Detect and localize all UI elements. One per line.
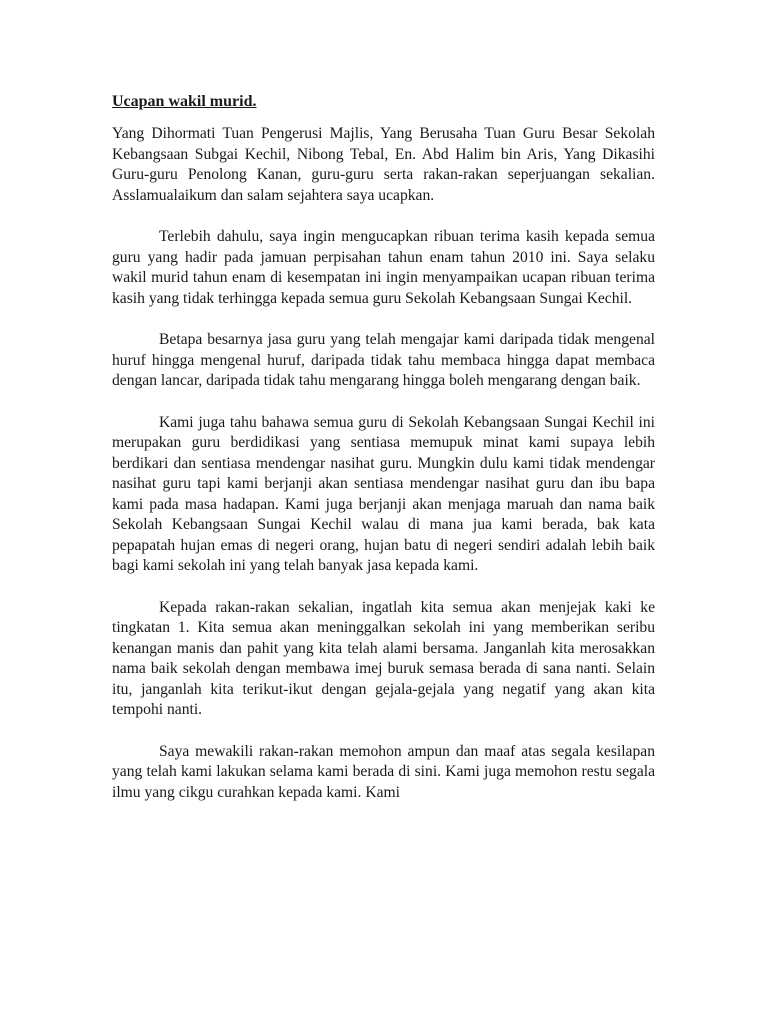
friends-advice-paragraph: Kepada rakan-rakan sekalian, ingatlah kita semua akan menjejak kaki ke tingkatan 1. Kita semua akan meninggalkan sekolah ini yang memberikan seribu kenangan manis dan pahit yang kita telah alami bersama. Janganlah kita merosakkan nama baik sekolah dengan membawa imej buruk semasa berada di sana nanti. Selain itu, janganlah kita terikut-ikut dengan gejala-gejala yang negatif yang akan kita tempohi nanti.	[112, 598, 655, 718]
document-page	[112, 92, 655, 824]
greeting-paragraph: Yang Dihormati Tuan Pengerusi Majlis, Yang Berusaha Tuan Guru Besar Sekolah Kebangsaan Subgai Kechil, Nibong Tebal, En. Abd Halim bin Aris, Yang Dikasihi Guru-guru Penolong Kanan, guru-guru serta rakan-rakan seperjuangan sekalian. Asslamualaikum dan salam sejahtera saya ucapkan.	[112, 125, 655, 204]
promise-paragraph: Kami juga tahu bahawa semua guru di Sekolah Kebangsaan Sungai Kechil ini merupakan guru berdidikasi yang sentiasa memupuk minat kami supaya lebih berdikari dan sentiasa mendengar nasihat guru. Mungkin dulu kami tidak mendengar nasihat guru tapi kami berjanji akan sentiasa mendengar nasihat guru dan ibu bapa kami pada masa hadapan. Kami juga berjanji akan menjaga maruah dan nama baik Sekolah Kebangsaan Sungai Kechil walau di mana jua kami berada, bak kata pepapatah hujan emas di negeri orang, hujan batu di negeri sendiri adalah lebih baik bagi kami sekolah ini yang telah banyak jasa kepada kami.	[112, 413, 655, 574]
teacher-merit-paragraph: Betapa besarnya jasa guru yang telah mengajar kami daripada tidak mengenal huruf hingga mengenal huruf, daripada tidak tahu membaca hingga dapat membaca dengan lancar, daripada tidak tahu mengarang hingga boleh mengarang dengan baik.	[112, 331, 655, 389]
document-title: Ucapan wakil murid.	[112, 93, 257, 110]
thanks-paragraph: Terlebih dahulu, saya ingin mengucapkan ribuan terima kasih kepada semua guru yang hadir pada jamuan perpisahan tahun enam tahun 2010 ini. Saya selaku wakil murid tahun enam di kesempatan ini ingin menyampaikan ucapan ribuan terima kasih yang tidak terhingga kepada semua guru Sekolah Kebangsaan Sungai Kechil.	[112, 228, 655, 307]
apology-paragraph: Saya mewakili rakan-rakan memohon ampun dan maaf atas segala kesilapan yang telah kami lakukan selama kami berada di sini. Kami juga memohon restu segala ilmu yang cikgu curahkan kepada kami. Kami	[112, 742, 655, 801]
